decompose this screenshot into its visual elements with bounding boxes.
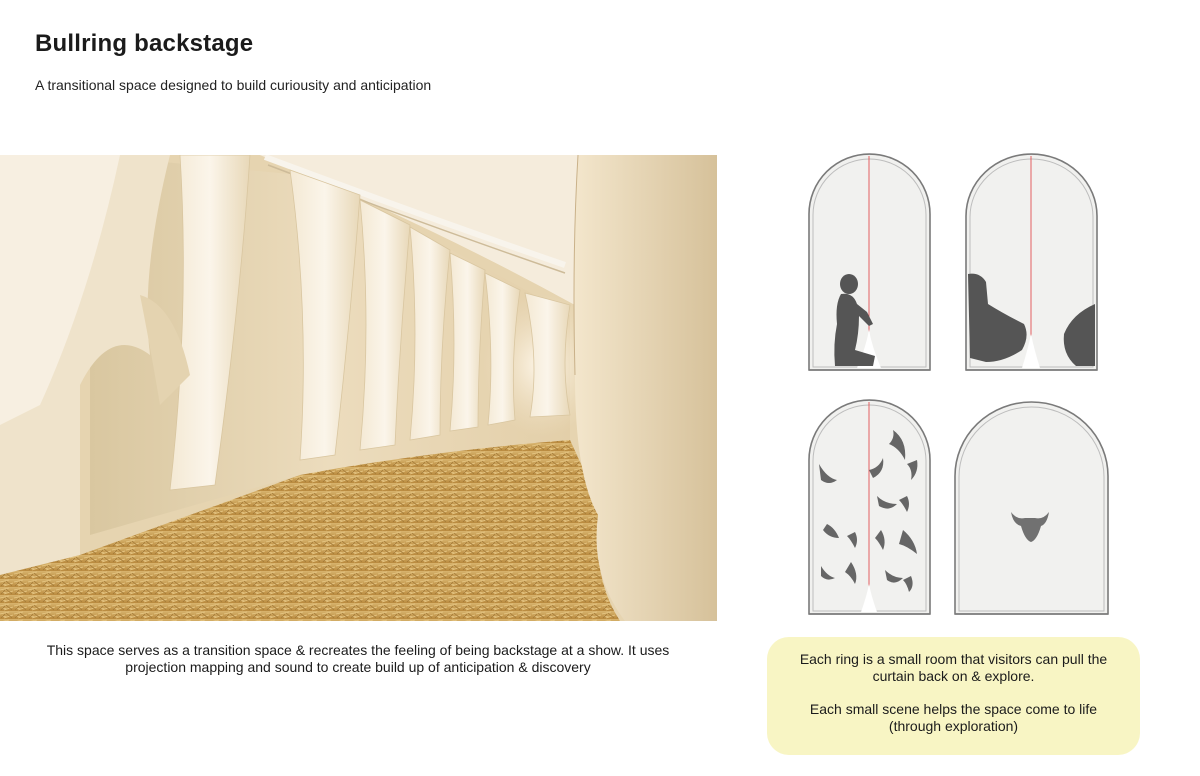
render-caption: This space serves as a transition space & recreates the feeling of being backstage at a show. It uses projection mapping and sound to create build up of anticipation & discovery — [46, 642, 670, 675]
arch-panel-bull-head — [953, 400, 1110, 616]
info-note-box — [767, 637, 1140, 755]
arch-panel-horn-shadows — [807, 400, 932, 616]
page-title: Bullring backstage — [35, 30, 254, 57]
note-line-scenes: Each small scene helps the space come to life (through exploration) — [809, 701, 1098, 734]
arch-panel-kneeling-figure — [807, 154, 932, 372]
note-line-rooms: Each ring is a small room that visitors can pull the curtain back on & explore. — [799, 651, 1108, 684]
corridor-render-image — [0, 155, 717, 621]
page-subtitle: A transitional space designed to build curiousity and anticipation — [35, 77, 432, 93]
arch-panel-bull-silhouettes — [964, 154, 1099, 372]
